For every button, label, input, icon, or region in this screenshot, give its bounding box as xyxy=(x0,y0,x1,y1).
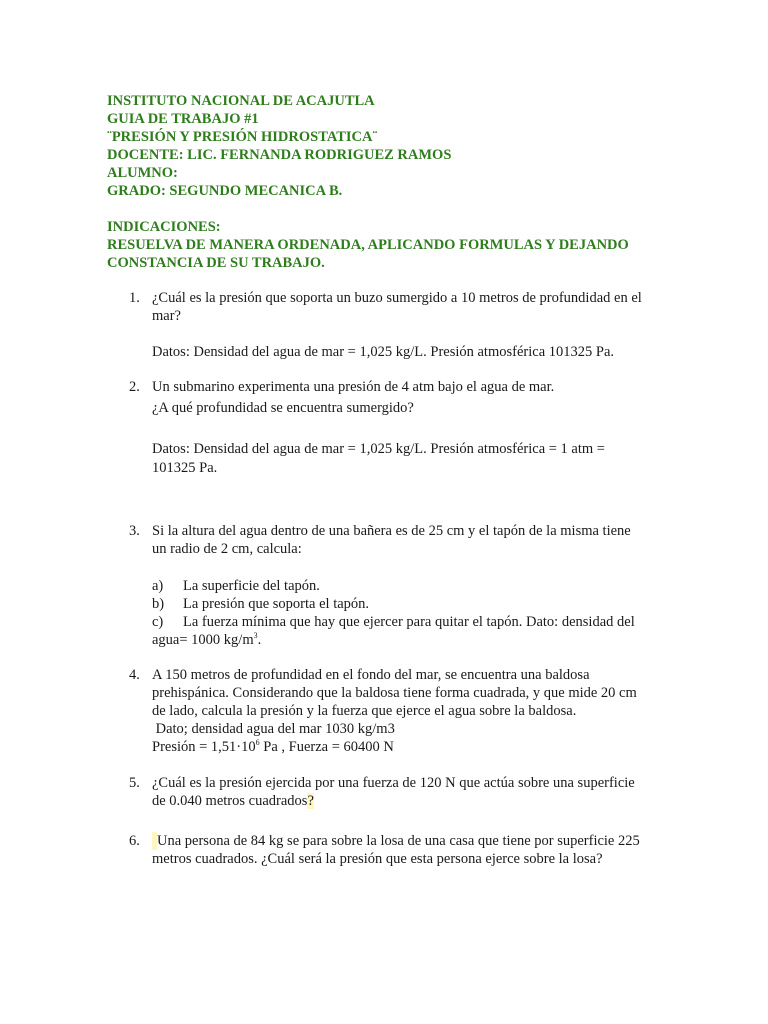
question-3-subitem-a-letter: a) xyxy=(152,578,164,594)
question-4-line-3: de lado, calcula la presión y la fuerza que ejerce el agua sobre la baldosa. xyxy=(152,703,577,719)
instructions-line-2: CONSTANCIA DE SU TRABAJO. xyxy=(107,255,325,271)
question-6-line-1 xyxy=(152,832,640,850)
question-6-number: 6. xyxy=(129,833,140,849)
question-1-number: 1. xyxy=(129,290,140,306)
pressure-answer: Presión = 1,51·10 xyxy=(152,739,256,755)
question-3-subitem-c-continued xyxy=(152,631,261,649)
topic-title: ¨PRESIÓN Y PRESIÓN HIDROSTATICA¨ xyxy=(107,129,378,145)
question-1-line-2: mar? xyxy=(152,308,181,324)
question-6-line-1-text: Una persona de 84 kg se para sobre la losa de una casa que tiene por superficie 225 xyxy=(157,833,640,849)
teacher-line: DOCENTE: LIC. FERNANDA RODRIGUEZ RAMOS xyxy=(107,147,452,163)
question-6-line-2: metros cuadrados. ¿Cuál será la presión que esta persona ejerce sobre la losa? xyxy=(152,851,603,867)
question-5-line-1: ¿Cuál es la presión ejercida por una fuerza de 120 N que actúa sobre una superficie xyxy=(152,775,635,791)
instructions-line-1: RESUELVA DE MANERA ORDENADA, APLICANDO FORMULAS Y DEJANDO xyxy=(107,237,629,253)
question-4-line-1: A 150 metros de profundidad en el fondo del mar, se encuentra una baldosa xyxy=(152,667,590,683)
question-3-subitem-b: La presión que soporta el tapón. xyxy=(183,596,370,612)
question-4-answer xyxy=(152,738,394,756)
instructions-title: INDICACIONES: xyxy=(107,219,221,235)
question-1-line-1: ¿Cuál es la presión que soporta un buzo sumergido a 10 metros de profundidad en el xyxy=(152,290,642,306)
question-3-subitem-c-letter: c) xyxy=(152,614,164,630)
guide-title: GUIA DE TRABAJO #1 xyxy=(107,111,259,127)
density-text: agua= 1000 kg/m xyxy=(152,632,254,648)
question-5-line-2-text: de 0.040 metros cuadrados xyxy=(152,793,308,809)
question-2-data-2: 101325 Pa. xyxy=(152,460,218,476)
density-period: . xyxy=(257,632,262,648)
question-2-number: 2. xyxy=(129,379,140,395)
student-line: ALUMNO: xyxy=(107,165,178,181)
force-answer: Pa , Fuerza = 60400 N xyxy=(259,739,394,755)
question-3-subitem-b-letter: b) xyxy=(152,596,165,612)
question-3-subitem-a: La superficie del tapón. xyxy=(183,578,320,594)
grade-line: GRADO: SEGUNDO MECANICA B. xyxy=(107,183,343,199)
institution-title: INSTITUTO NACIONAL DE ACAJUTLA xyxy=(107,93,375,109)
question-3-line-2: un radio de 2 cm, calcula: xyxy=(152,541,302,557)
question-2-line-2: ¿A qué profundidad se encuentra sumergido? xyxy=(152,400,414,416)
question-4-line-4: Dato; densidad agua del mar 1030 kg/m3 xyxy=(152,721,395,737)
question-5-number: 5. xyxy=(129,775,140,791)
question-3-number: 3. xyxy=(129,523,140,539)
question-1-data: Datos: Densidad del agua de mar = 1,025 kg/L. Presión atmosférica 101325 Pa. xyxy=(152,344,615,360)
question-4-number: 4. xyxy=(129,667,140,683)
question-2-data-1: Datos: Densidad del agua de mar = 1,025 kg/L. Presión atmosférica = 1 atm = xyxy=(152,441,605,457)
question-2-line-1: Un submarino experimenta una presión de 4 atm bajo el agua de mar. xyxy=(152,379,555,395)
question-3-line-1: Si la altura del agua dentro de una bañera es de 25 cm y el tapón de la misma tiene xyxy=(152,523,631,539)
question-5-question-mark: ? xyxy=(307,793,314,809)
question-3-subitem-c: La fuerza mínima que hay que ejercer para quitar el tapón. Dato: densidad del xyxy=(183,614,635,630)
question-5-line-2 xyxy=(152,792,314,810)
pressure-exponent: 6 xyxy=(255,738,260,747)
question-4-line-2: prehispánica. Considerando que la baldosa tiene forma cuadrada, y que mide 20 cm xyxy=(152,685,637,701)
density-exponent: 3 xyxy=(253,631,258,640)
